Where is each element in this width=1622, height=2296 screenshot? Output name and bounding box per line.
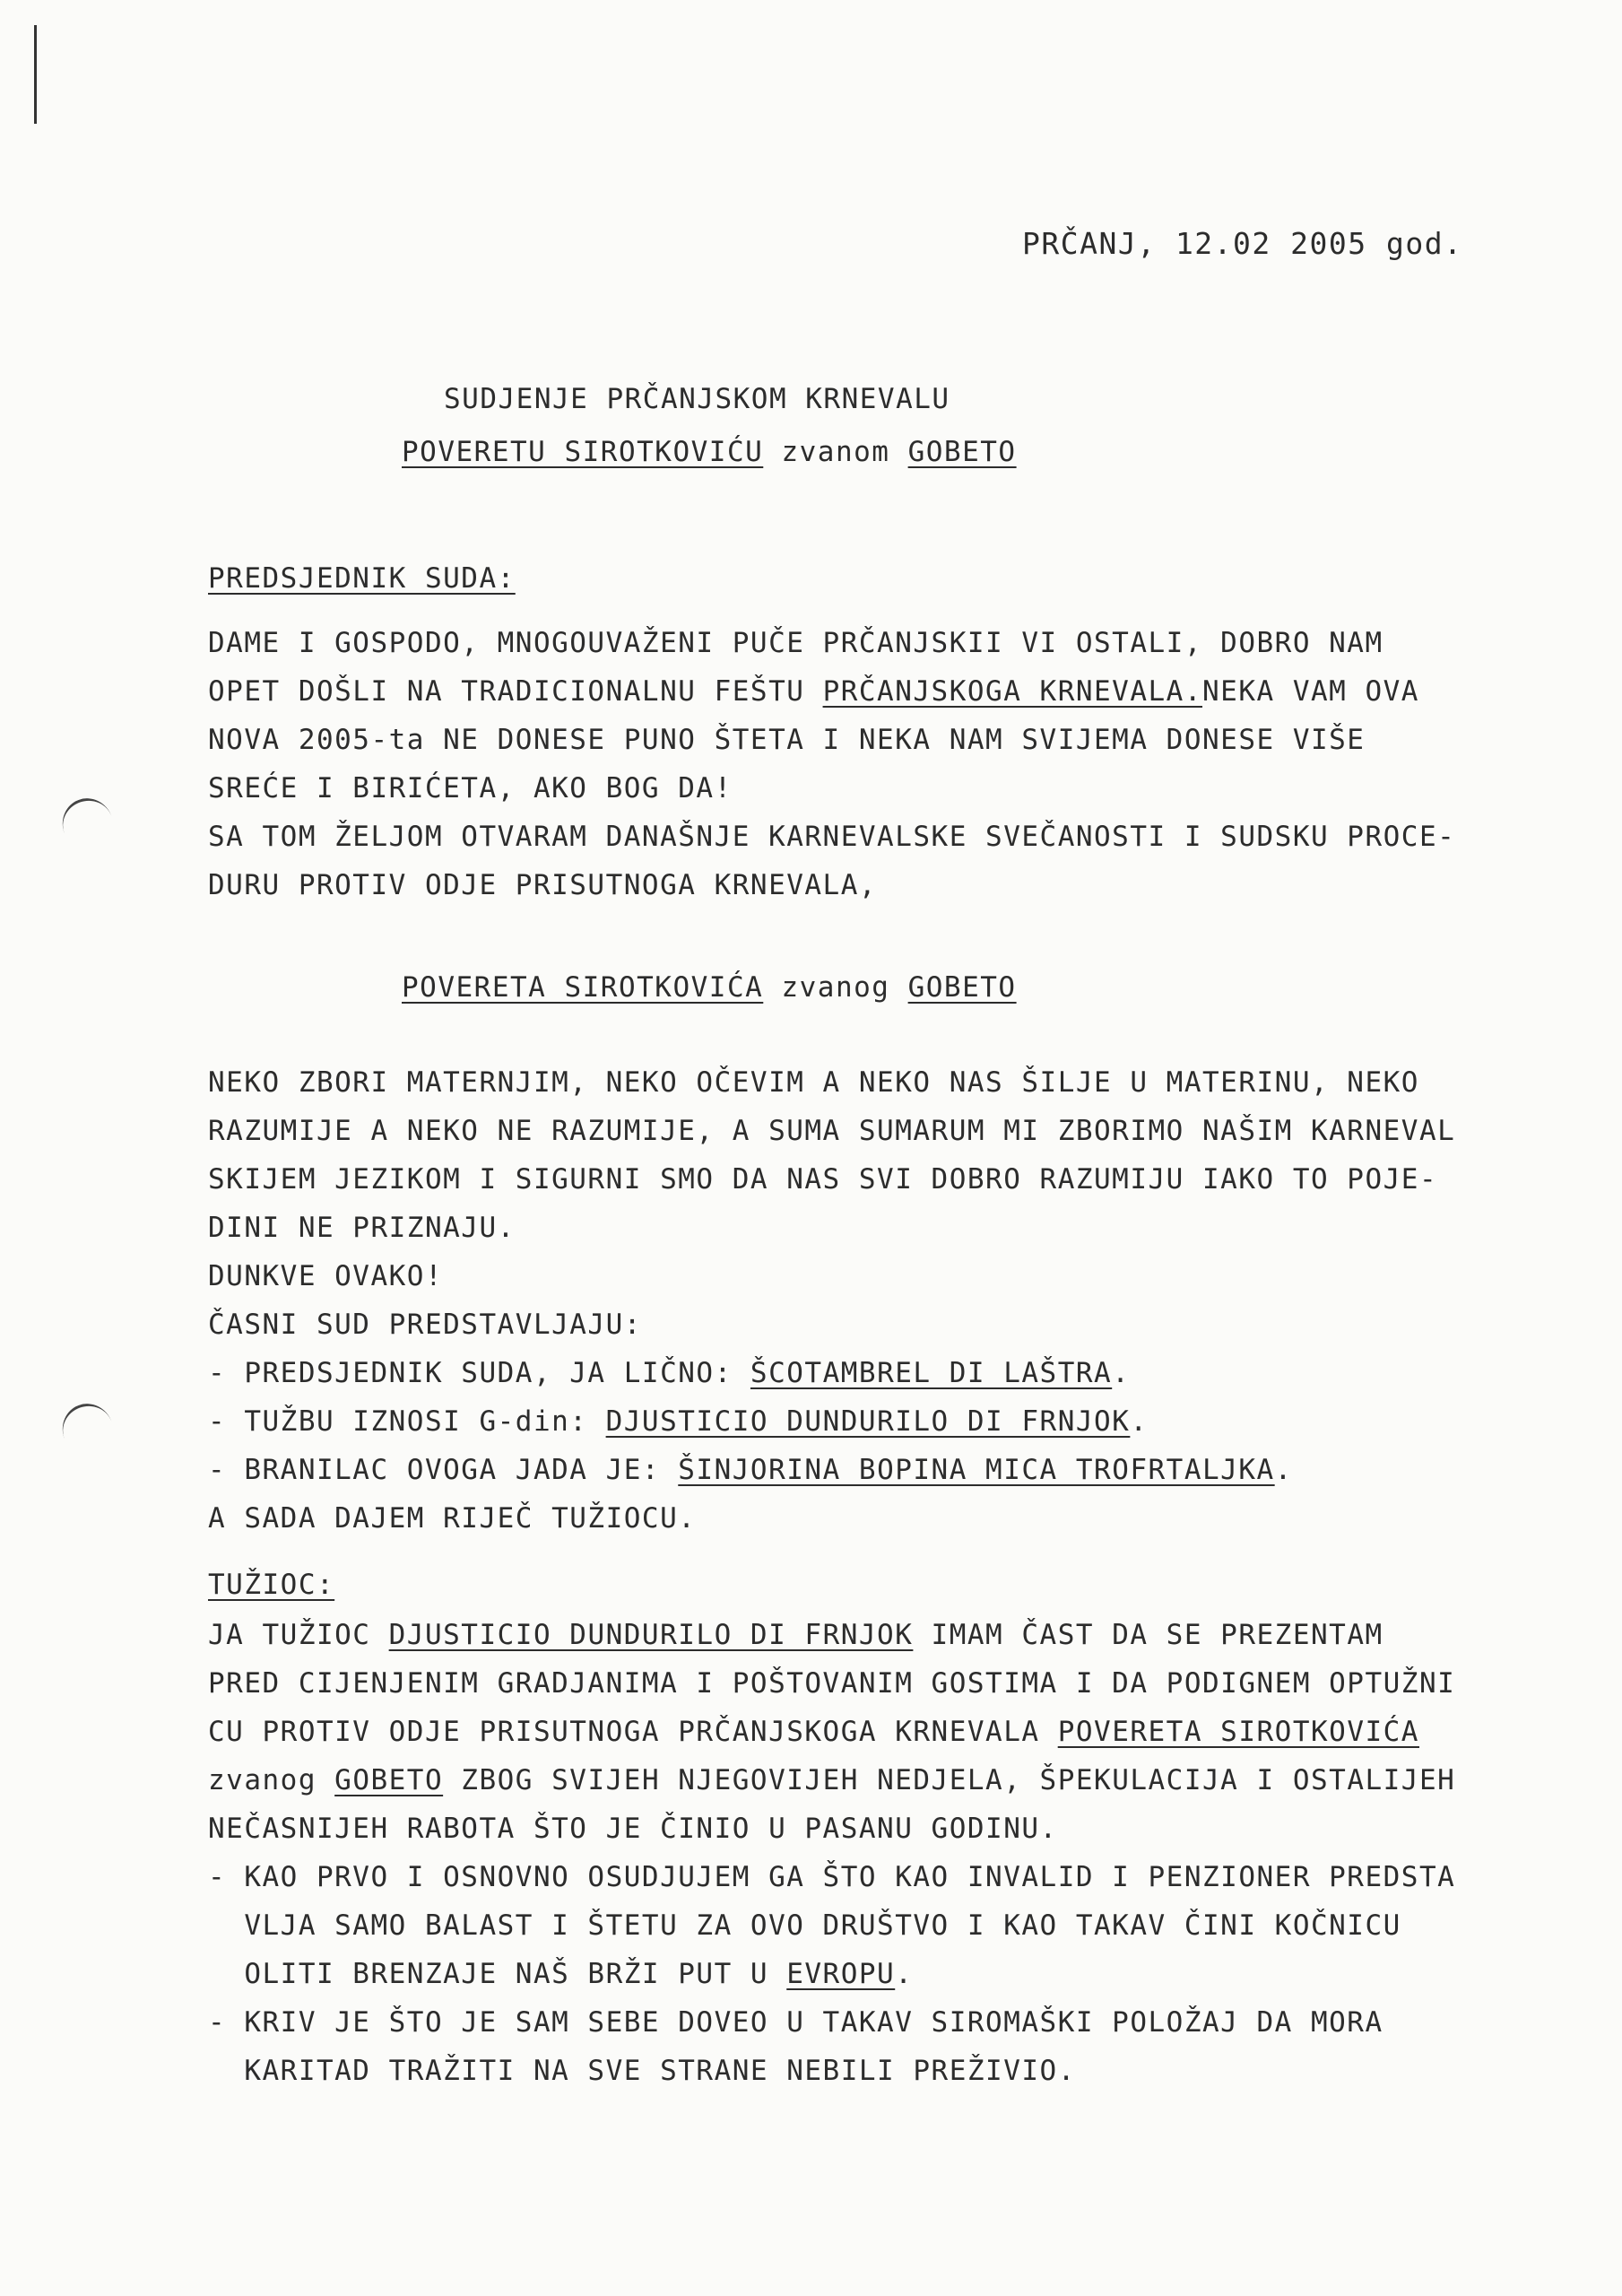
section-heading-president: PREDSJEDNIK SUDA:: [208, 562, 516, 595]
binder-hole-mark: [56, 1396, 121, 1464]
punch-mark: [34, 25, 37, 124]
title-defendant: [402, 434, 1017, 470]
paragraph-line: SA TOM ŽELJOM OTVARAM DANAŠNJE KARNEVALSKE SVEČANOSTI I SUDSKU PROCE-: [208, 821, 1456, 853]
place-date: PRČANJ, 12.02 2005 god.: [1022, 226, 1463, 261]
subtitle-defendant: [402, 970, 1017, 1005]
paragraph-line: DURU PROTIV ODJE PRISUTNOGA KRNEVALA,: [208, 869, 878, 901]
underlined-word: EVROPU: [786, 1958, 896, 1990]
paragraph-line: SKIJEM JEZIKOM I SIGURNI SMO DA NAS SVI DOBRO RAZUMIJU IAKO TO POJE-: [208, 1163, 1438, 1196]
defendant-name: POVERETA SIROTKOVIĆA: [402, 971, 764, 1004]
paragraph-line: - KRIV JE ŠTO JE SAM SEBE DOVEO U TAKAV SIROMAŠKI POLOŽAJ DA MORA: [208, 2006, 1383, 2039]
defendant-name: POVERETA SIROTKOVIĆA: [1057, 1716, 1419, 1748]
paragraph-line: NEKO ZBORI MATERNJIM, NEKO OČEVIM A NEKO NAS ŠILJE U MATERINU, NEKO: [208, 1066, 1419, 1099]
paragraph-line: DINI NE PRIZNAJU.: [208, 1212, 516, 1244]
defendant-nickname: GOBETO: [334, 1764, 444, 1796]
paragraph-line: JA TUŽIOC DJUSTICIO DUNDURILO DI FRNJOK IMAM ČAST DA SE PREZENTAM: [208, 1619, 1383, 1651]
paragraph-line: OPET DOŠLI NA TRADICIONALNU FEŠTU PRČANJSKOGA KRNEVALA.NEKA VAM OVA: [208, 675, 1419, 708]
prosecutor-name: DJUSTICIO DUNDURILO DI FRNJOK: [388, 1619, 914, 1651]
paragraph-line: VLJA SAMO BALAST I ŠTETU ZA OVO DRUŠTVO I KAO TAKAV ČINI KOČNICU: [208, 1909, 1401, 1942]
paragraph-line: NOVA 2005-ta NE DONESE PUNO ŠTETA I NEKA NAM SVIJEMA DONESE VIŠE: [208, 724, 1366, 756]
paragraph-line: PRED CIJENJENIM GRADJANIMA I POŠTOVANIM GOSTIMA I DA PODIGNEM OPTUŽNI: [208, 1667, 1456, 1700]
court-role: - BRANILAC OVOGA JADA JE: ŠINJORINA BOPINA MICA TROFRTALJKA.: [208, 1454, 1293, 1486]
zvanom-label: zvanom: [781, 436, 890, 468]
role-name: DJUSTICIO DUNDURILO DI FRNJOK: [605, 1405, 1131, 1438]
underlined-phrase: PRČANJSKOGA KRNEVALA.: [822, 675, 1202, 708]
paragraph-line: SREĆE I BIRIĆETA, AKO BOG DA!: [208, 772, 733, 804]
zvanog-label: zvanog: [781, 971, 890, 1004]
role-name: ŠINJORINA BOPINA MICA TROFRTALJKA: [678, 1454, 1275, 1486]
paragraph-line: - KAO PRVO I OSNOVNO OSUDJUJEM GA ŠTO KAO INVALID I PENZIONER PREDSTA: [208, 1861, 1456, 1893]
role-name: ŠCOTAMBREL DI LAŠTRA: [750, 1357, 1113, 1389]
paragraph-line: OLITI BRENZAJE NAŠ BRŽI PUT U EVROPU.: [208, 1958, 914, 1990]
paragraph-line: DAME I GOSPODO, MNOGOUVAŽENI PUČE PRČANJSKII VI OSTALI, DOBRO NAM: [208, 627, 1383, 659]
paragraph-line: CU PROTIV ODJE PRISUTNOGA PRČANJSKOGA KRNEVALA POVERETA SIROTKOVIĆA: [208, 1716, 1419, 1748]
court-role: - PREDSJEDNIK SUDA, JA LIČNO: ŠCOTAMBREL DI LAŠTRA.: [208, 1357, 1131, 1389]
paragraph-line: zvanog GOBETO ZBOG SVIJEH NJEGOVIJEH NEDJELA, ŠPEKULACIJA I OSTALIJEH: [208, 1764, 1456, 1796]
paragraph-line: NEČASNIJEH RABOTA ŠTO JE ČINIO U PASANU GODINU.: [208, 1813, 1058, 1845]
paragraph-line: A SADA DAJEM RIJEČ TUŽIOCU.: [208, 1502, 697, 1535]
section-heading-prosecutor: TUŽIOC:: [208, 1569, 335, 1601]
defendant-nickname: GOBETO: [907, 436, 1017, 468]
paragraph-line: RAZUMIJE A NEKO NE RAZUMIJE, A SUMA SUMARUM MI ZBORIMO NAŠIM KARNEVAL: [208, 1115, 1456, 1147]
binder-hole-mark: [56, 791, 121, 858]
court-role: - TUŽBU IZNOSI G-din: DJUSTICIO DUNDURILO DI FRNJOK.: [208, 1405, 1149, 1438]
title-line: SUDJENJE PRČANJSKOM KRNEVALU: [444, 383, 950, 415]
defendant-name: POVERETU SIROTKOVIĆU: [402, 436, 764, 468]
paragraph-line: KARITAD TRAŽITI NA SVE STRANE NEBILI PREŽIVIO.: [208, 2055, 1076, 2087]
paragraph-line: DUNKVE OVAKO!: [208, 1260, 444, 1292]
defendant-nickname: GOBETO: [907, 971, 1017, 1004]
paragraph-line: ČASNI SUD PREDSTAVLJAJU:: [208, 1309, 642, 1341]
